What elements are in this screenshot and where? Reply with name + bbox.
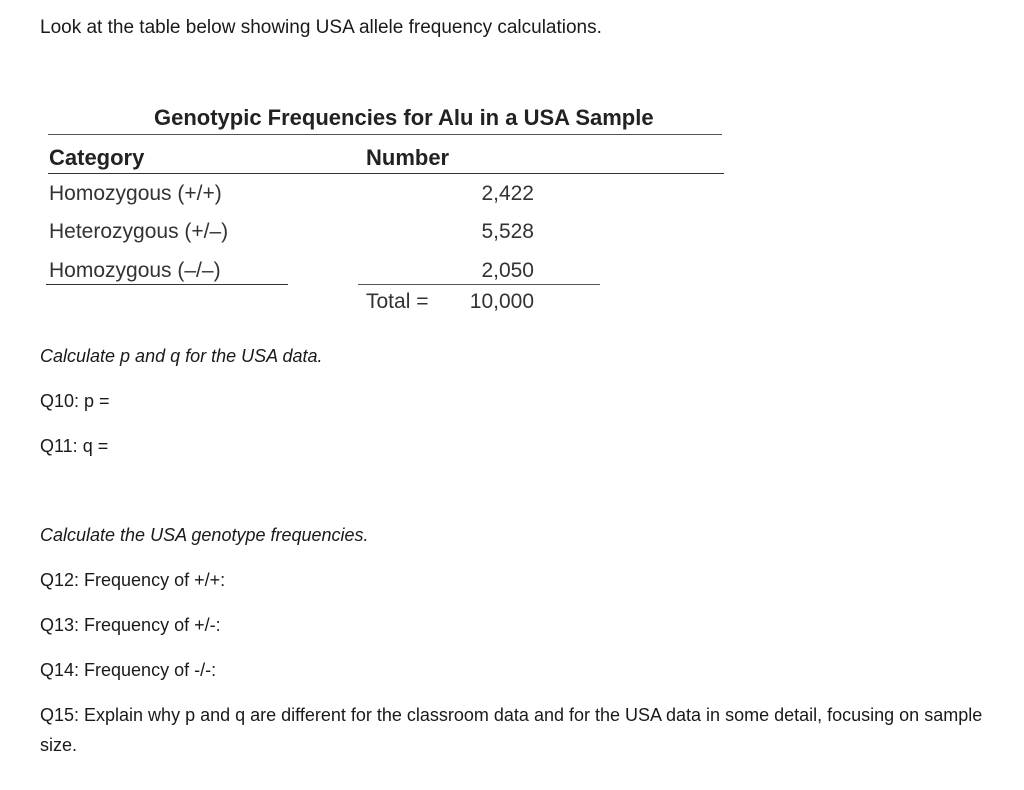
question-q14: Q14: Frequency of -/-: xyxy=(40,660,217,680)
instruction-p-q: Calculate p and q for the USA data. xyxy=(40,346,323,366)
row-homozygous-minus-category: Homozygous (–/–) xyxy=(49,259,221,282)
question-q15: Q15: Explain why p and q are different for the classroom data and for the USA data in some detail, focusing on sample size. xyxy=(40,705,983,755)
row-heterozygous-category: Heterozygous (+/–) xyxy=(49,220,229,243)
question-q13: Q13: Frequency of +/-: xyxy=(40,615,221,635)
question-q10: Q10: p = xyxy=(40,391,110,411)
total-value: 10,000 xyxy=(469,290,534,313)
row-heterozygous-number: 5,528 xyxy=(481,220,534,243)
title-rule xyxy=(48,134,722,135)
intro-text: Look at the table below showing USA allele frequency calculations. xyxy=(40,17,602,38)
total-label: Total = xyxy=(366,290,429,313)
table-title: Genotypic Frequencies for Alu in a USA Sample xyxy=(154,105,654,130)
genotypic-frequency-table xyxy=(46,100,726,320)
column-header-category: Category xyxy=(49,145,145,170)
instruction-genotype-frequencies: Calculate the USA genotype frequencies. xyxy=(40,525,369,545)
row-homozygous-plus-category: Homozygous (+/+) xyxy=(49,182,222,205)
row-homozygous-minus-number: 2,050 xyxy=(481,259,534,282)
column-header-number: Number xyxy=(366,145,450,170)
row-homozygous-plus-number: 2,422 xyxy=(481,182,534,205)
header-rule xyxy=(48,173,724,174)
question-q11: Q11: q = xyxy=(40,436,109,456)
question-q12: Q12: Frequency of +/+: xyxy=(40,570,226,590)
number-bottom-rule xyxy=(358,284,600,285)
category-bottom-rule xyxy=(46,284,288,285)
